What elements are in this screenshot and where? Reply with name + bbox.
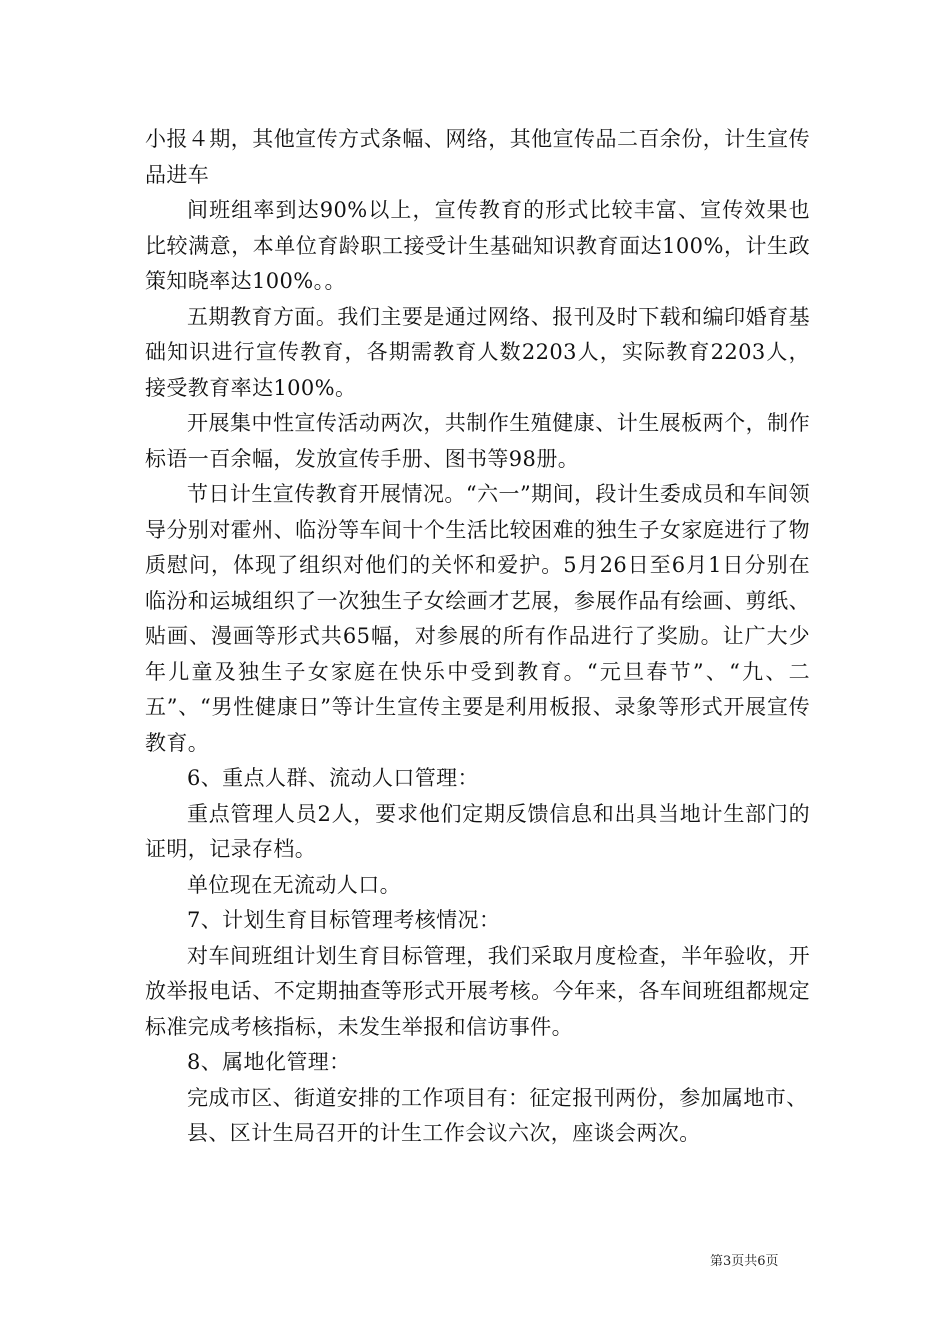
page-number-footer: 第3页共6页 (710, 1254, 779, 1269)
paragraph-7: 重点管理人员2人，要求他们定期反馈信息和出具当地计生部门的证明，记录存档。 (145, 801, 810, 861)
paragraph-8: 单位现在无流动人口。 (187, 872, 401, 897)
paragraph-2: 间班组率到达90%以上，宣传教育的形式比较丰富、宣传效果也比较满意，本单位育龄职工接受计生基础知识教育面达100%，计生政策知晓率达100%。。 (145, 198, 810, 293)
paragraph-4: 开展集中性宣传活动两次，共制作生殖健康、计生展板两个，制作标语一百余幅，发放宣传手册、图书等98册。 (145, 411, 810, 471)
paragraph-3: 五期教育方面。我们主要是通过网络、报刊及时下载和编印婚育基础知识进行宣传教育，各期需教育人数2203人，实际教育2203人，接受教育率达100%。 (145, 304, 810, 400)
paragraph-13: 县、区计生局召开的计生工作会议六次，座谈会两次。 (187, 1121, 701, 1145)
paragraph-10: 对车间班组计划生育目标管理，我们采取月度检查，半年验收，开放举报电话、不定期抽查等形式开展考核。今年来，各车间班组都规定标准完成考核指标，未发生举报和信访事件。 (145, 943, 810, 1039)
paragraph-1: 小报４期，其他宣传方式条幅、网络，其他宣传品二百余份，计生宣传品进车 (145, 127, 810, 187)
section-heading-7: 7、计划生育目标管理考核情况： (187, 908, 501, 932)
paragraph-12: 完成市区、街道安排的工作项目有：征定报刊两份，参加属地市、 (187, 1085, 808, 1110)
paragraph-5: 节日计生宣传教育开展情况。“六一”期间，段计生委成员和车间领导分别对霍州、临汾等车间十个生活比较困难的独生子女家庭进行了物质慰问，体现了组织对他们的关怀和爱护。5月26日至6月1日分别在临汾和运城组织了一次独生子女绘画才艺展，参展作品有绘画、剪纸、贴画、漫画等形式共65幅，对参展的所有作品进行了奖励。让广大少年儿童及独生子女家庭在快乐中受到教育。“元旦春节”、“九、二五”、“男性健康日”等计生宣传主要是利用板报、录象等形式开展宣传教育。 (145, 482, 810, 755)
section-heading-8: 8、属地化管理： (187, 1050, 351, 1074)
document-body (145, 122, 810, 1152)
section-heading-6: 6、重点人群、流动人口管理： (187, 766, 479, 790)
